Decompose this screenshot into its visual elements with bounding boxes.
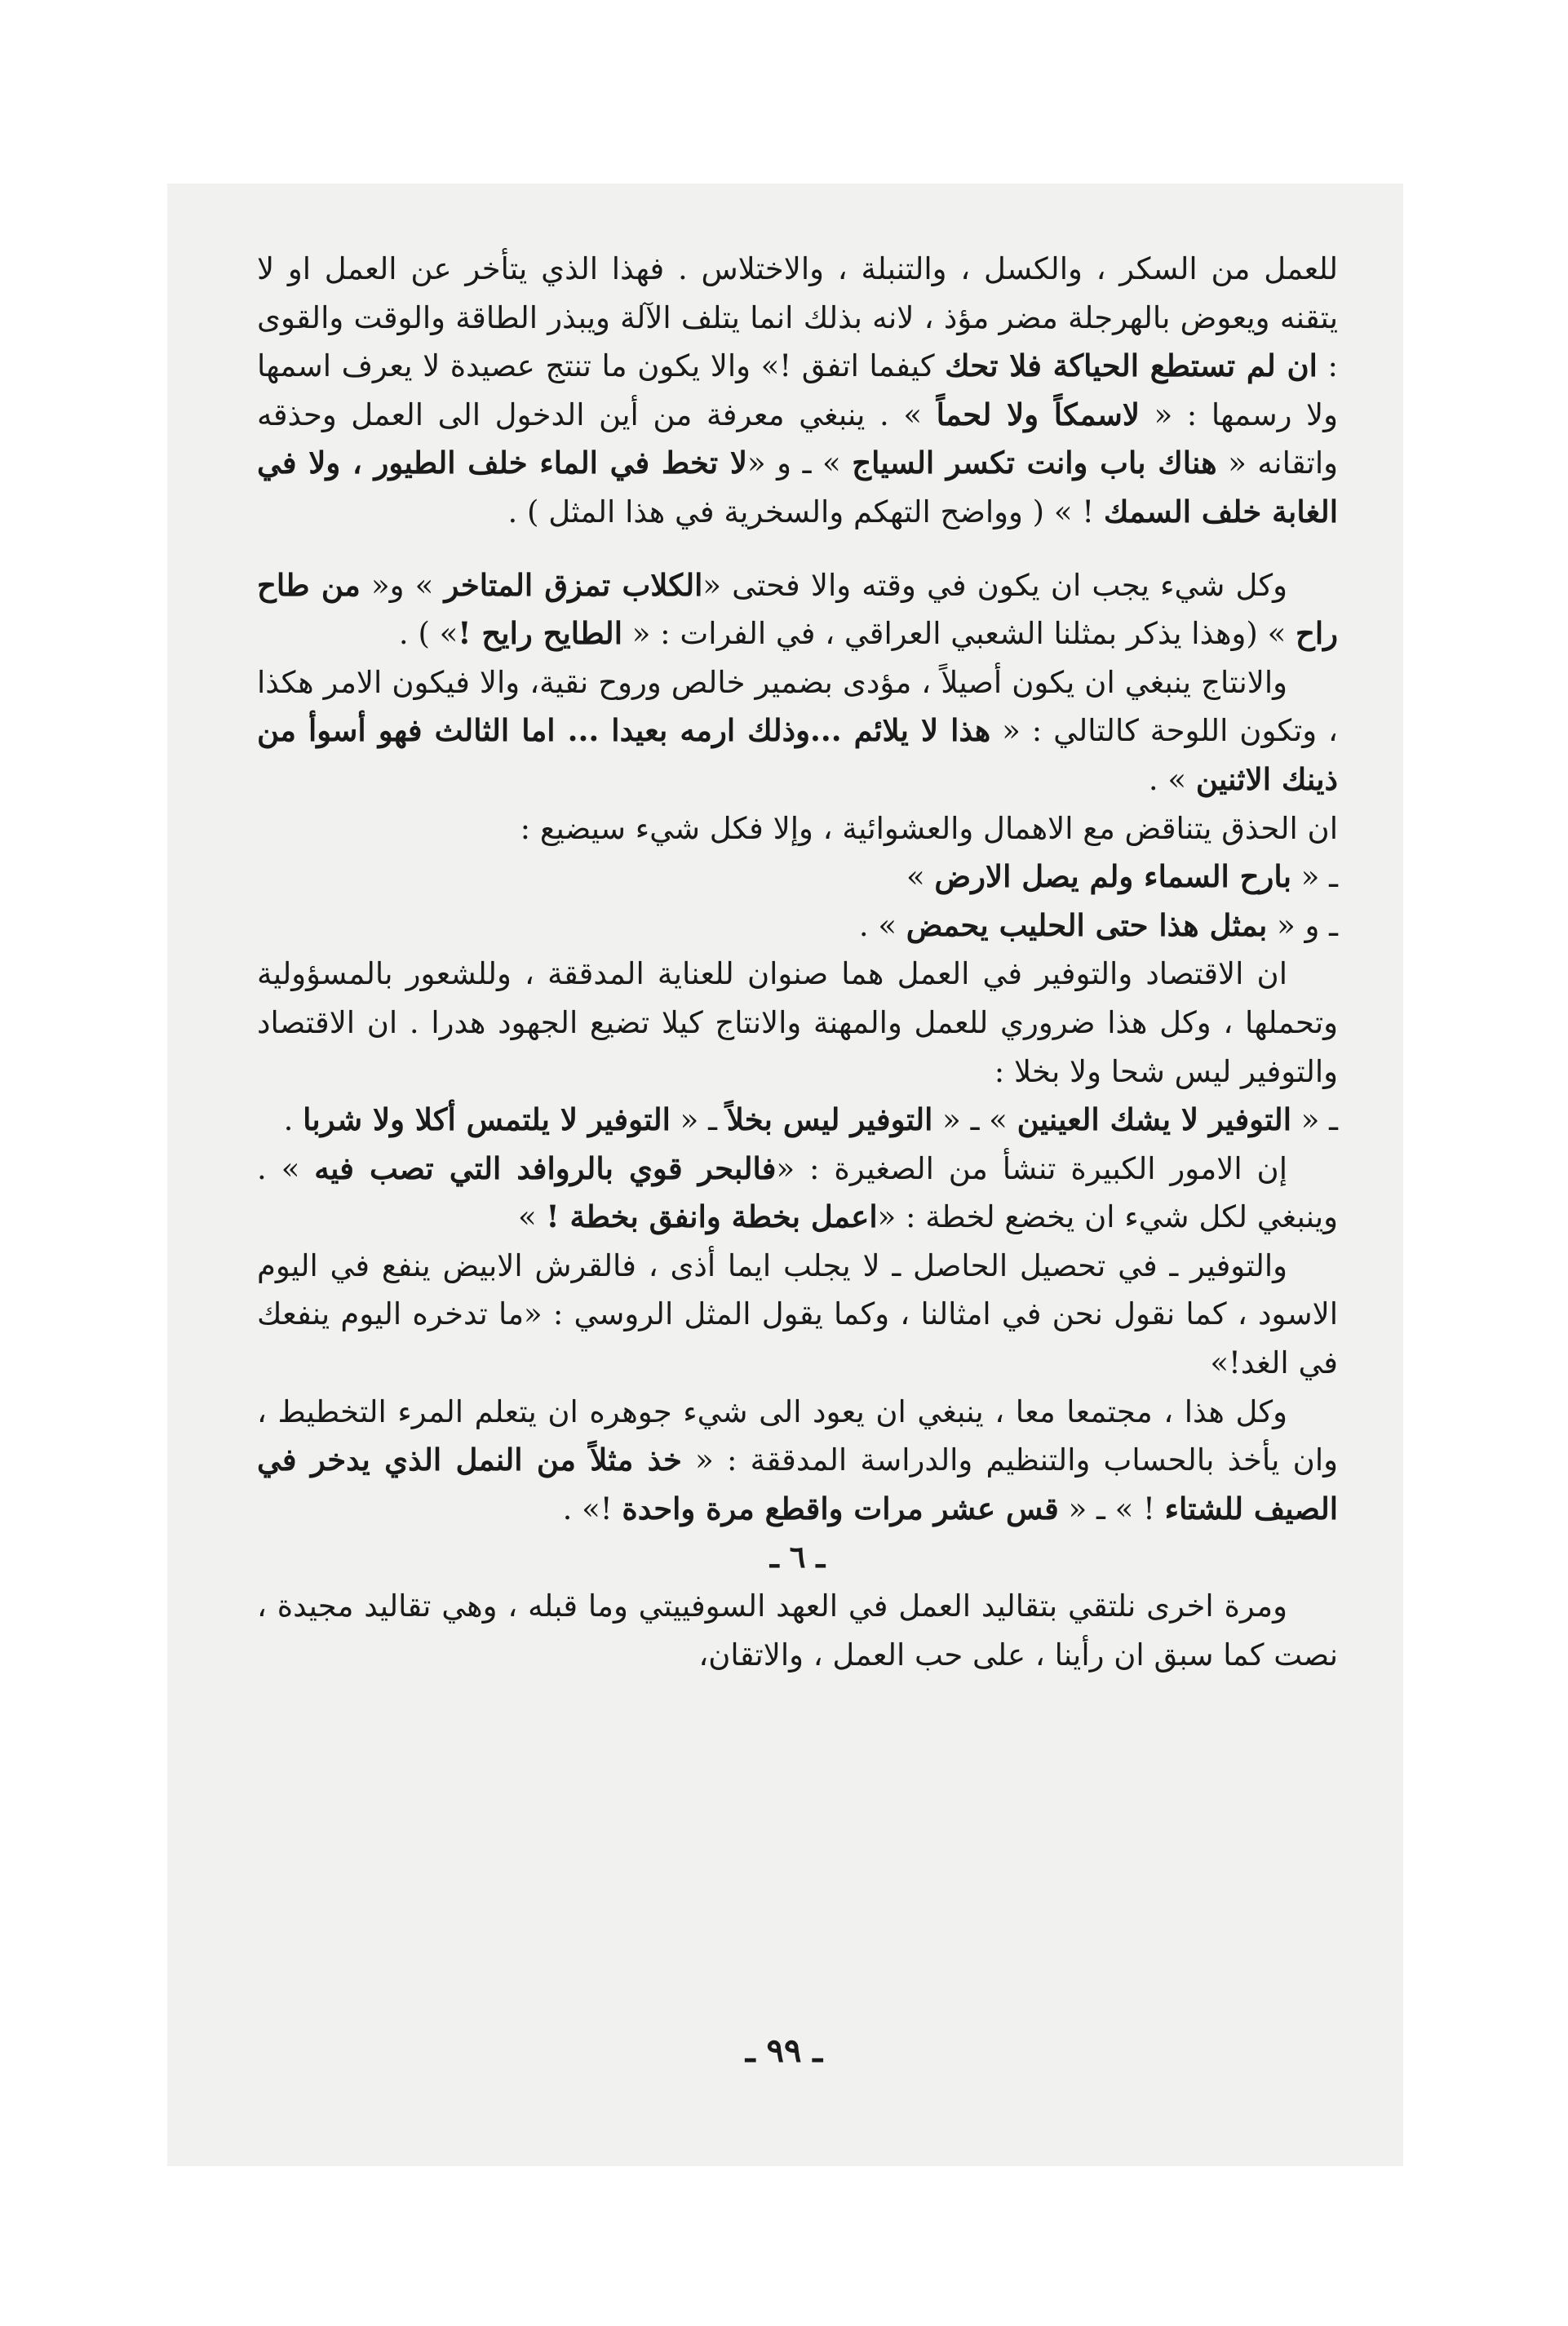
- body-text: ـ «: [1291, 859, 1338, 895]
- proverb-bold-text: قس عشر مرات واقطع مرة واحدة: [622, 1490, 1059, 1526]
- proverb-bold-text: من طاح راح: [257, 566, 1338, 652]
- paragraph: [257, 1388, 1338, 1534]
- body-text: ـ «: [670, 1102, 727, 1138]
- body-text: » .: [858, 907, 906, 943]
- proverb-bold-text: التوفير ليس بخلاً: [726, 1101, 933, 1138]
- body-text: والانتاج ينبغي ان يكون أصيلاً ، مؤدى بضمير خالص وروح نقية، والا فيكون الامر هكذا ، وتكون اللوحة كالتالي : «: [257, 664, 1338, 749]
- page-number: ـ ٩٩ ـ: [745, 2031, 823, 2070]
- body-text: والتوفير ـ في تحصيل الحاصل ـ لا يجلب ايما أذى ،: [636, 1247, 1288, 1283]
- paragraph: [257, 804, 1338, 853]
- body-text: ، كما نقول نحن في امثالنا ، وكما يقول المثل الروسي : «ما تدخره اليوم ينفعك في الغد!»: [257, 1296, 1338, 1381]
- paragraph: [257, 853, 1338, 902]
- body-text: فالقرش الابيض ينفع في اليوم الاسود: [257, 1247, 1338, 1332]
- paragraph: [257, 1145, 1338, 1242]
- body-text: » ـ «: [932, 1102, 1017, 1138]
- body-text: وكل شيء يجب ان يكون في وقته والا فحتى «: [702, 567, 1287, 603]
- body-text: ! » ( وواضح التهكم والسخرية في هذا المثل ) .: [507, 494, 1104, 529]
- body-text: .: [283, 1102, 303, 1138]
- paragraph: [257, 1242, 1338, 1388]
- paragraph: [257, 950, 1338, 1096]
- body-text: » و«: [360, 567, 445, 603]
- body-text: !» .: [562, 1491, 622, 1526]
- body-text: »: [517, 1199, 547, 1235]
- paragraph: [257, 1096, 1338, 1145]
- proverb-bold-text: بمثل هذا حتى الحليب يحمض: [906, 906, 1268, 943]
- page-body: [257, 245, 1338, 1679]
- body-text: »: [906, 859, 935, 895]
- body-text: » ) .: [398, 616, 458, 652]
- proverb-bold-text: الطايح رايح !: [458, 615, 622, 652]
- paragraph: [257, 561, 1338, 658]
- body-text: » . ينبغي معرفة من أين الدخول الى العمل وحذقه واتقانه «: [257, 397, 1338, 481]
- body-text: ـ و «: [1267, 907, 1338, 943]
- proverb-bold-text: لا تخط في الماء خلف الطيور ، ولا في الغابة خلف السمك: [257, 445, 1338, 529]
- body-text: وكل هذا ، مجتمعا معا ، ينبغي ان يعود الى شيء جوهره ان يتعلم المرء التخطيط ، وان يأخذ بالحساب والتنظيم والدراسة المدققة : «: [257, 1393, 1338, 1478]
- paragraph: [257, 658, 1338, 804]
- proverb-bold-text: التوفير لا يشك العينين: [1017, 1101, 1291, 1138]
- proverb-bold-text: الكلاب تمزق المتاخر: [444, 566, 703, 603]
- closing-paragraph: ومرة اخرى نلتقي بتقاليد العمل في العهد السوفييتي وما قبله ، وهي تقاليد مجيدة ، نصت كما سبق ان رأينا ، على حب العمل ، والاتقان،: [257, 1588, 1338, 1673]
- section-marker: ـ ٦ ـ: [769, 1539, 826, 1575]
- body-text: للعمل من السكر ، والكسل ، والتنبلة ، والاختلاس . فهذا الذي يتأخر عن العمل او لا يتقنه ويعوض بالهرجلة مضر مؤذ ، لانه بذلك انما يتلف الآلة ويبذر الطاقة والوقت والقوى :: [257, 251, 1338, 384]
- body-text: » .: [1148, 761, 1196, 797]
- proverb-bold-text: بارح السماء ولم يصل الارض: [934, 858, 1291, 895]
- proverb-bold-text: خذ مثلاً من النمل الذي يدخر في الصيف للشتاء: [257, 1442, 1338, 1526]
- body-text: » (وهذا يذكر بمثلنا الشعبي العراقي ، في الفرات : «: [622, 616, 1296, 652]
- proverb-bold-text: هناك باب وانت تكسر السياج: [852, 445, 1217, 481]
- body-text: كيفما اتفق !» والا يكون ما تنتج عصيدة لا يعرف اسمها ولا رسمها : «: [257, 348, 1338, 432]
- paragraph: [257, 902, 1338, 950]
- body-text: إن الامور الكبيرة تنشأ من الصغيرة : «: [776, 1150, 1287, 1186]
- body-text: » . وينبغي لكل شيء ان يخضع لخطة : «: [257, 1150, 1338, 1235]
- body-text: ! » ـ «: [1058, 1491, 1165, 1526]
- proverb-bold-text: ان لم تستطع الحياكة فلا تحك: [945, 348, 1318, 384]
- paragraph: [257, 245, 1338, 537]
- body-text: ان الاقتصاد والتوفير في العمل هما صنوان للعناية المدققة ، وللشعور بالمسؤولية وتحملها ، وكل هذا ضروري للعمل والمهنة والانتاج كيلا تضيع الجهود هدرا . ان الاقتصاد والتوفير ليس شحا ولا بخلا :: [257, 956, 1338, 1089]
- paragraph-list: [257, 245, 1338, 1533]
- proverb-bold-text: لاسمكاً ولا لحماً: [936, 396, 1140, 432]
- proverb-bold-text: اعمل بخطة وانفق بخطة !: [546, 1198, 878, 1235]
- proverb-bold-text: التوفير لا يلتمس أكلا ولا شربا: [303, 1101, 671, 1138]
- body-text: ـ «: [1291, 1102, 1338, 1138]
- proverb-bold-text: فالبحر قوي بالروافد التي تصب فيه: [314, 1150, 777, 1186]
- body-text: ان الحذق يتناقض مع الاهمال والعشوائية ، وإلا فكل شيء سيضيع :: [520, 810, 1338, 846]
- body-text: » ـ و «: [746, 445, 853, 481]
- proverb-bold-text: هذا لا يلائم ...وذلك ارمه بعيدا ... اما الثالث فهو أسوأ من ذينك الاثنين: [257, 712, 1338, 797]
